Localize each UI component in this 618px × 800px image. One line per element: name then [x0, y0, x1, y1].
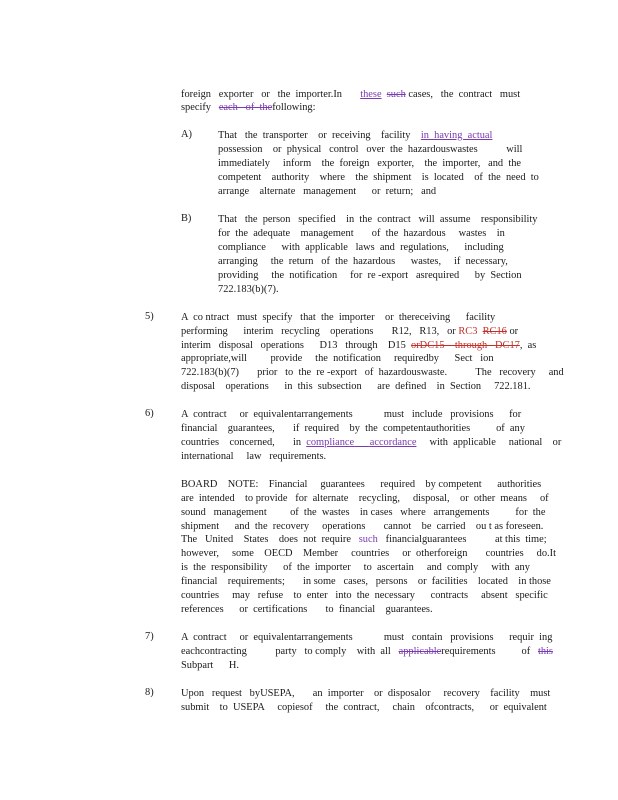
text-run: cases, the contract must [408, 89, 521, 100]
text-run: countries concerned, in [181, 437, 302, 448]
item-marker-8: 8) [145, 687, 154, 698]
text-run: performing interim recycling operations R12, R13, or [181, 326, 456, 337]
deleted-text: each of the [218, 102, 273, 113]
board-note-line-6: however, some OECD Member countries or otherforeign countries do.It [181, 548, 557, 559]
inserted-text: such [358, 534, 378, 545]
subB-line-6: 722.183(b)(7). [218, 284, 279, 295]
item5-line-2 [181, 325, 518, 338]
item6-line-4: international law requirements. [181, 451, 327, 462]
deleted-text: this [537, 646, 553, 657]
subB-line-4: arranging the return of the hazardous wastes, if necessary, [218, 256, 508, 267]
item6-line-1: A contract or equivalentarrangements must include provisions for [181, 409, 522, 420]
item8-line-1: Upon request byUSEPA, an importer or disposalor recovery facility must [181, 688, 551, 699]
deleted-text: applicable [398, 646, 442, 657]
item5-line-6: disposal operations in this subsection are defined in Section 722.181. [181, 381, 531, 392]
board-note-line-8: financial requirements; in some cases, persons or facilities located in those [181, 576, 551, 587]
subB-line-5: providing the notification for re -export asrequired by Section [218, 270, 522, 281]
text-run: foreign exporter or the importer.In [181, 89, 343, 100]
board-note-line-3: sound management of the wastes in cases where arrangements for the [181, 507, 546, 518]
item5-line-3 [181, 339, 536, 352]
item6-line-2: financial guarantees, if required by the competentauthorities of any [181, 423, 525, 434]
subB-line-1: That the person specified in the contract will assume responsibility [218, 214, 538, 225]
board-note-line-7: is the responsibility of the importer to ascertain and comply with any [181, 562, 530, 573]
inserted-text: these [360, 89, 382, 100]
deleted-text: such [386, 89, 406, 100]
text-run: financialguarantees at this time; [385, 534, 547, 545]
text-run: requirements of [441, 646, 531, 657]
subA-line-2: possession or physical control over the hazardouswastes will [218, 144, 523, 155]
board-note-line-1: BOARD NOTE: Financial guarantees required by competent authorities [181, 479, 542, 490]
intro-line-1 [181, 88, 520, 101]
text-run: following: [272, 102, 316, 113]
board-note-line-9: countries may refuse to enter into the necessary contracts absent specific [181, 590, 548, 601]
subitem-marker-a: A) [181, 129, 192, 140]
item-marker-5: 5) [145, 311, 154, 322]
board-note-line-10: references or certifications to financial guarantees. [181, 604, 433, 615]
board-note-line-4: shipment and the recovery operations cannot be carried ou t as foreseen. [181, 521, 544, 532]
inserted-text: compliance [306, 437, 355, 448]
inserted-text: accordance [369, 437, 417, 448]
board-note-line-2: are intended to provide for alternate recycling, disposal, or other means of [181, 493, 549, 504]
subB-line-3: compliance with applicable laws and regulations, including [218, 242, 504, 253]
item8-line-2: submit to USEPA copiesof the contract, chain ofcontracts, or equivalent [181, 702, 547, 713]
subB-line-2: for the adequate management of the hazardous wastes in [218, 228, 505, 239]
deleted-text: orDC15 through DC17 [411, 340, 520, 351]
subA-line-4: competent authority where the shipment is located of the need to [218, 172, 539, 183]
inserted-text: in having actual [420, 130, 493, 141]
text-run: eachcontracting party to comply with all [181, 646, 391, 657]
text-run: interim disposal operations D13 through D15 [181, 340, 406, 351]
item5-line-4: appropriate,will provide the notification requiredby Sect ion [181, 353, 494, 364]
item7-line-3: Subpart H. [181, 660, 240, 671]
item5-line-1: A co ntract must specify that the importer or thereceiving facility [181, 312, 496, 323]
board-note-line-5 [181, 533, 547, 546]
subitem-marker-b: B) [181, 213, 192, 224]
subA-line-1 [218, 129, 492, 142]
subA-line-5: arrange alternate management or return; and [218, 186, 437, 197]
item-marker-7: 7) [145, 631, 154, 642]
subA-line-3: immediately inform the foreign exporter, the importer, and the [218, 158, 522, 169]
deleted-text: RC16 [482, 326, 507, 337]
text-run: specify [181, 102, 212, 113]
item7-line-2 [181, 645, 553, 658]
item6-line-3 [181, 436, 561, 449]
text-run: or [509, 326, 519, 337]
text-run: That the transporter or receiving facility [218, 130, 411, 141]
item-marker-6: 6) [145, 408, 154, 419]
text-run: , as [519, 340, 537, 351]
text-run: The United States does not require [181, 534, 351, 545]
text-run: with applicable national or [429, 437, 562, 448]
item5-line-5: 722.183(b)(7) prior to the re -export of hazardouswaste. The recovery and [181, 367, 564, 378]
item7-line-1: A contract or equivalentarrangements must contain provisions requir ing [181, 632, 553, 643]
intro-line-2 [181, 101, 315, 114]
inserted-text: RC3 [458, 326, 478, 337]
